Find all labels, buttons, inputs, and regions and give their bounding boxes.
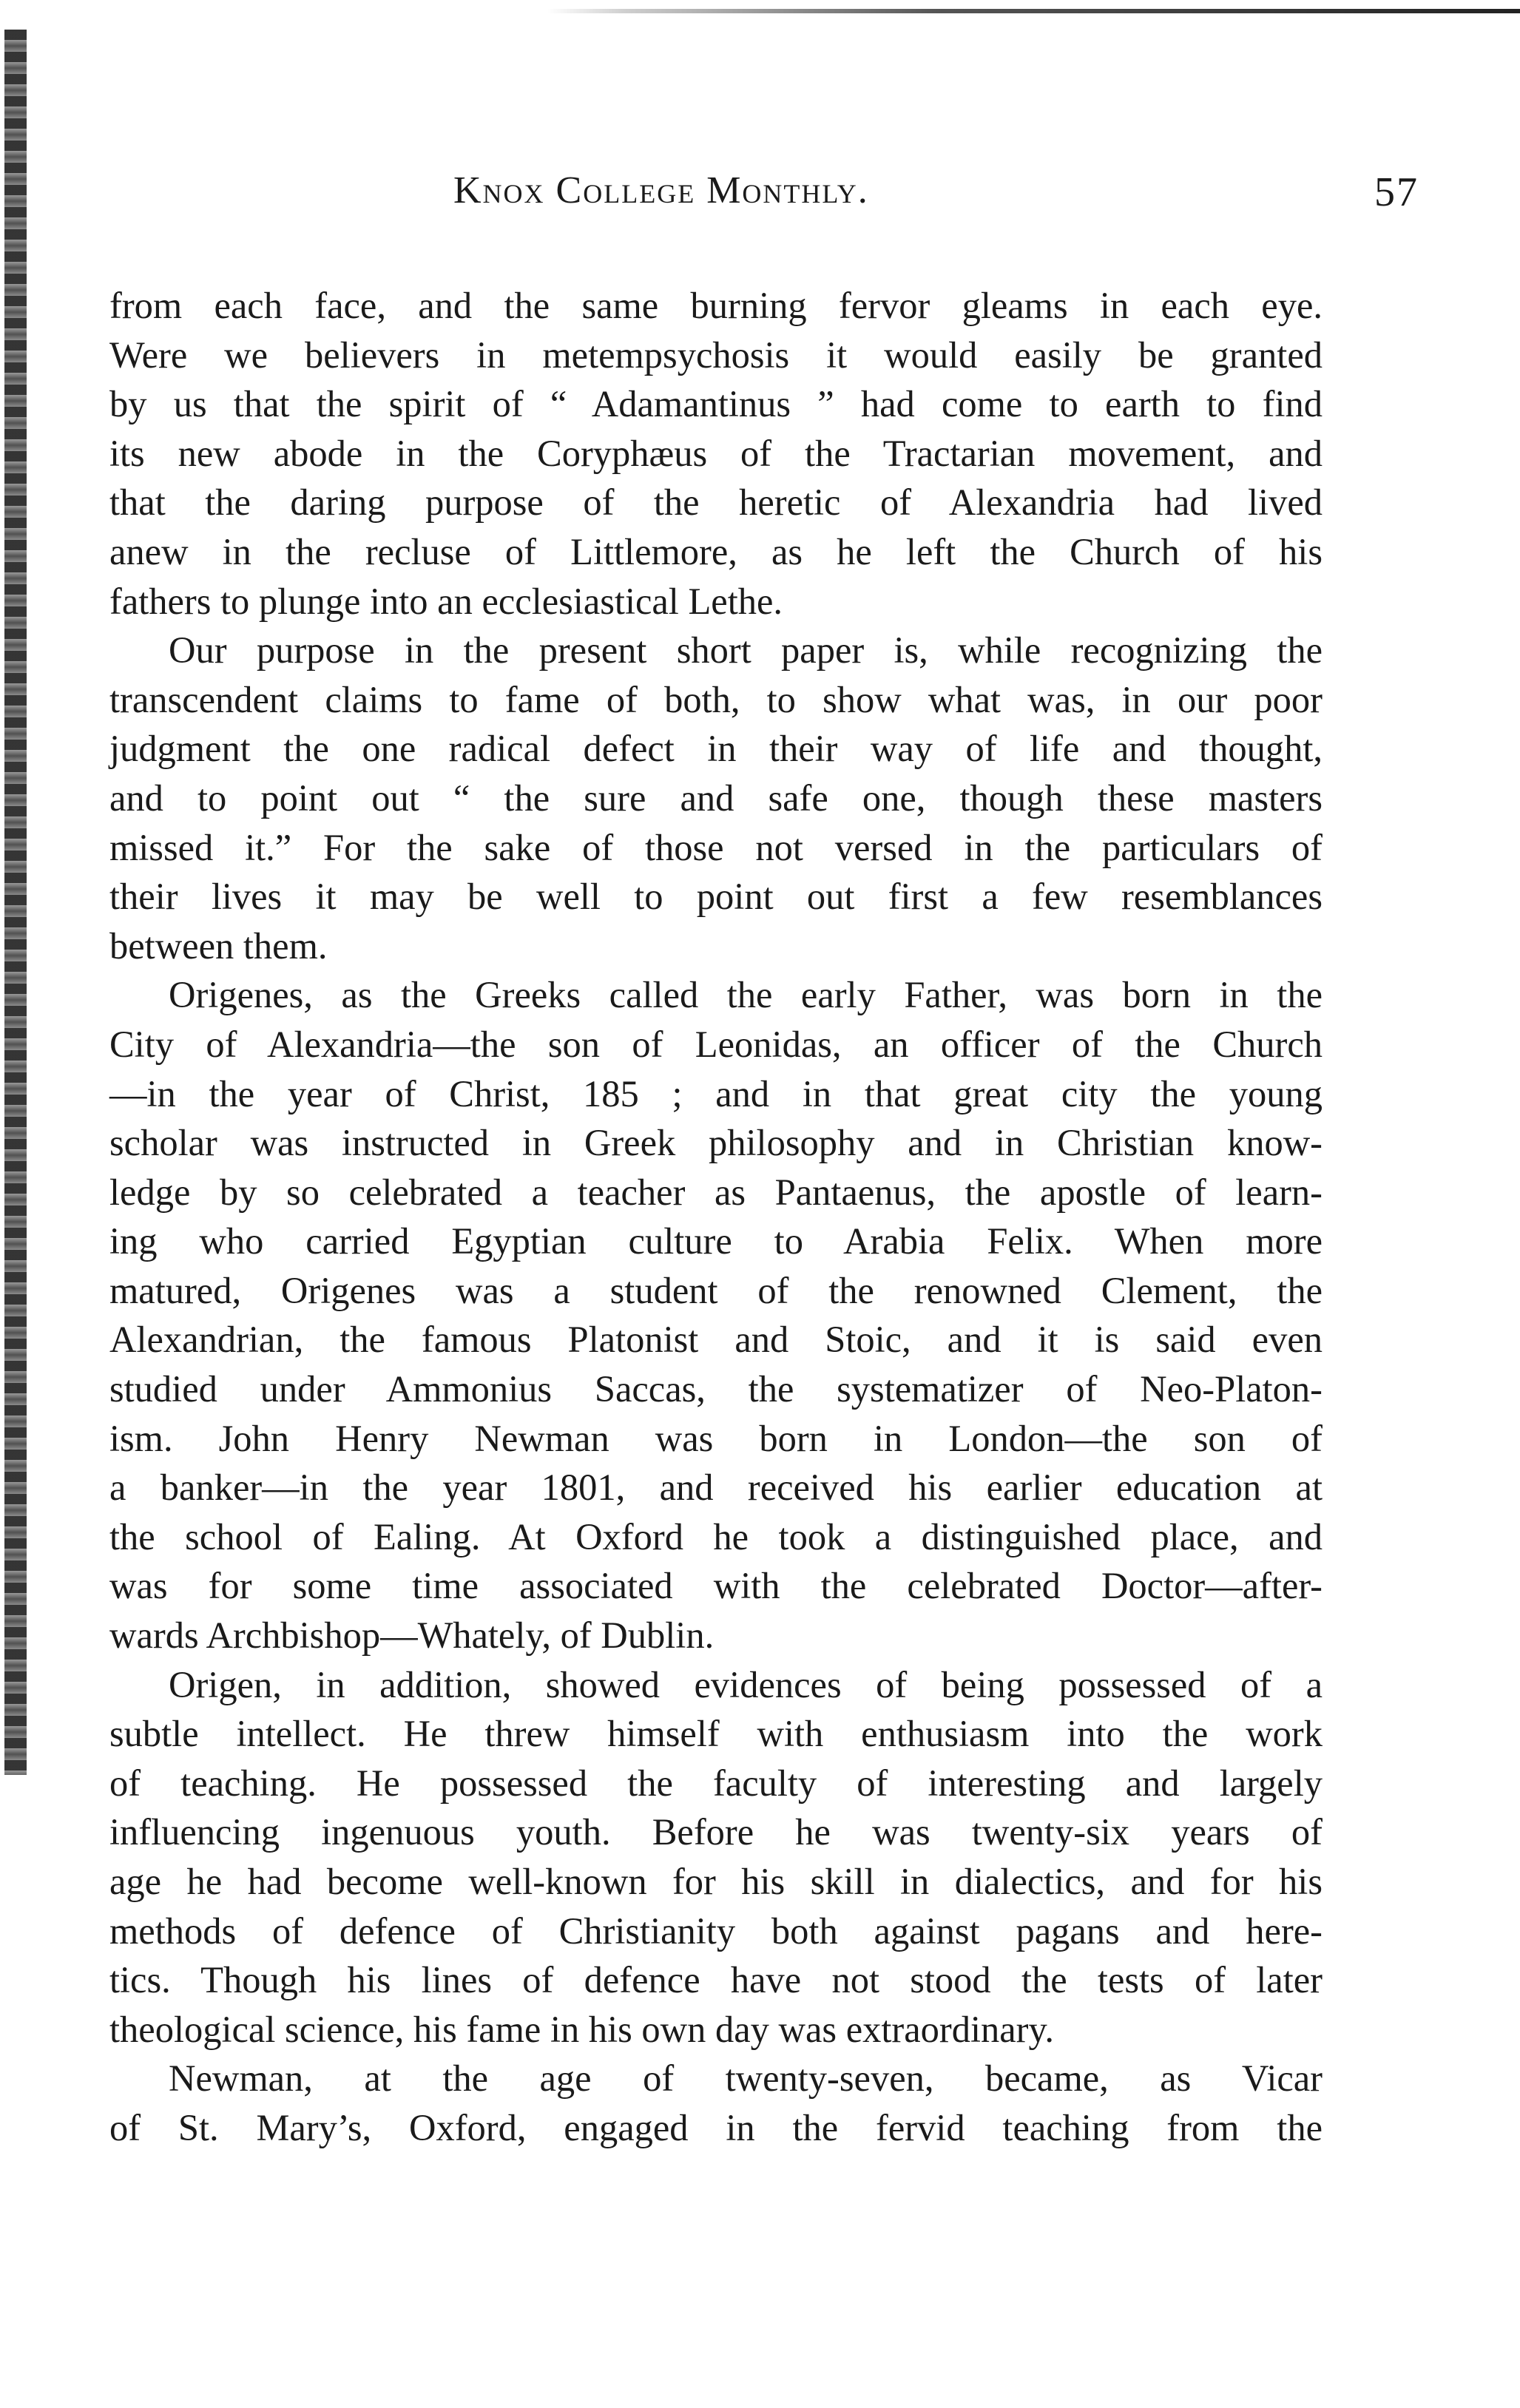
text-line: the school of Ealing. At Oxford he took a distinguished place, and [109, 1515, 1323, 1558]
text-line: missed it.” For the sake of those not versed in the particulars of [109, 826, 1323, 868]
text-line: influencing ingenuous youth. Before he was twenty-six years of [109, 1811, 1323, 1853]
text-line: Origenes, as the Greeks called the early Father, was born in the [169, 974, 1323, 1016]
text-line: from each face, and the same burning fervor gleams in each eye. [109, 285, 1323, 326]
running-title: Knox College Monthly. [453, 169, 869, 212]
text-line: wards Archbishop—Whately, of Dublin. [109, 1614, 715, 1657]
text-line: ing who carried Egyptian culture to Arabia Felix. When more [109, 1220, 1323, 1262]
text-line: was for some time associated with the celebrated Doctor—after- [109, 1565, 1323, 1607]
text-line: ism. John Henry Newman was born in London—the son of [109, 1417, 1323, 1459]
text-line: by us that the spirit of “ Adamantinus ” had come to earth to find [109, 383, 1323, 425]
text-line: scholar was instructed in Greek philosophy and in Christian know- [109, 1122, 1323, 1164]
body-text [109, 281, 1323, 2153]
running-head [109, 148, 1419, 222]
text-line: its new abode in the Coryphæus of the Tractarian movement, and [109, 432, 1323, 474]
text-line: of St. Mary’s, Oxford, engaged in the fervid teaching from the [109, 2106, 1323, 2148]
text-line: —in the year of Christ, 185 ; and in that great city the young [109, 1072, 1323, 1115]
text-line: age he had become well-known for his skill in dialectics, and for his [109, 1861, 1323, 1902]
text-line: theological science, his fame in his own day was extraordinary. [109, 2008, 1055, 2050]
text-line: anew in the recluse of Littlemore, as he left the Church of his [109, 530, 1323, 572]
book-page [109, 148, 1419, 2153]
top-edge-rule [547, 9, 1520, 13]
text-line: studied under Ammonius Saccas, the systematizer of Neo-Platon- [109, 1368, 1323, 1410]
page-number: 57 [1374, 169, 1419, 215]
text-line: transcendent claims to fame of both, to show what was, in our poor [109, 678, 1323, 720]
text-line: between them. [109, 924, 328, 967]
text-line: subtle intellect. He threw himself with enthusiasm into the work [109, 1713, 1323, 1755]
text-line: matured, Origenes was a student of the renowned Clement, the [109, 1269, 1323, 1311]
text-line: judgment the one radical defect in their way of life and thought, [109, 728, 1323, 770]
text-line: a banker—in the year 1801, and received his earlier education at [109, 1467, 1323, 1509]
text-line: tics. Though his lines of defence have not stood the tests of later [109, 1959, 1323, 2001]
text-line: Our purpose in the present short paper is, while recognizing the [169, 629, 1323, 672]
text-line: Origen, in addition, showed evidences of being possessed of a [169, 1663, 1323, 1705]
text-line: that the daring purpose of the heretic of Alexandria had lived [109, 481, 1323, 524]
text-line: ledge by so celebrated a teacher as Pantaenus, the apostle of learn- [109, 1171, 1323, 1213]
text-line: their lives it may be well to point out first a few resemblances [109, 876, 1323, 918]
text-line: methods of defence of Christianity both against pagans and here- [109, 1910, 1323, 1952]
text-line: Newman, at the age of twenty-seven, became, as Vicar [169, 2057, 1323, 2100]
text-line: fathers to plunge into an ecclesiastical Lethe. [109, 580, 783, 622]
text-line: of teaching. He possessed the faculty of interesting and largely [109, 1762, 1323, 1804]
text-line: and to point out “ the sure and safe one, though these masters [109, 777, 1323, 819]
text-line: City of Alexandria—the son of Leonidas, an officer of the Church [109, 1023, 1323, 1065]
binding-shadow [4, 30, 27, 1775]
text-line: Were we believers in metempsychosis it would easily be granted [109, 334, 1323, 376]
text-line: Alexandrian, the famous Platonist and Stoic, and it is said even [109, 1319, 1323, 1361]
